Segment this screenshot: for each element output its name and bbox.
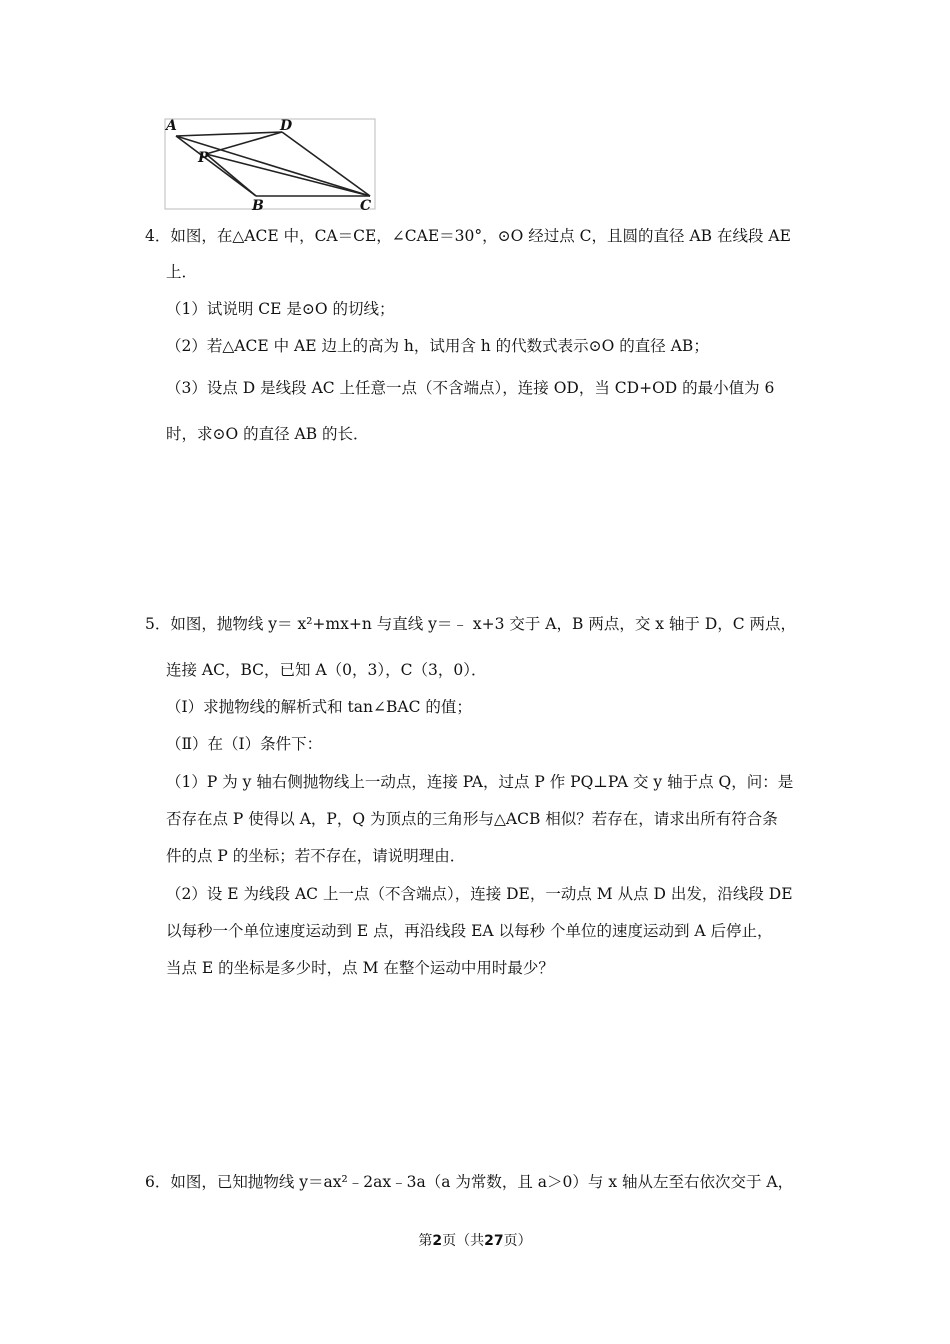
q4-stem-line2: 上． bbox=[166, 263, 198, 281]
segment-ac bbox=[176, 136, 370, 196]
q5-part1: （Ⅰ）求抛物线的解析式和 tan∠BAC 的值； bbox=[166, 698, 472, 716]
q5-sub1-line3: 件的点 P 的坐标；若不存在，请说明理由． bbox=[166, 847, 466, 865]
segment-ad bbox=[176, 132, 282, 136]
q5-sub1-line2: 否存在点 P 使得以 A，P，Q 为顶点的三角形与△ACB 相似？若存在，请求出所有符合条 bbox=[166, 810, 778, 828]
q4-sub1: （1）试说明 CE 是⊙O 的切线； bbox=[166, 300, 395, 318]
q5-part2: （Ⅱ）在（Ⅰ）条件下： bbox=[166, 735, 323, 753]
segment-dc bbox=[282, 132, 370, 196]
footer-mid: 页（共 bbox=[442, 1233, 485, 1249]
q5-sub2-line1: （2）设 E 为线段 AC 上一点（不含端点），连接 DE，一动点 M 从点 D 出发，沿线段 DE bbox=[166, 885, 793, 903]
q5-sub2-line2: 以每秒一个单位速度运动到 E 点，再沿线段 EA 以每秒 个单位的速度运动到 A 后停止， bbox=[166, 922, 773, 940]
q5-stem-line2: 连接 AC，BC，已知 A（0，3），C（3，0）． bbox=[166, 661, 487, 679]
footer-suffix: 页） bbox=[503, 1233, 532, 1249]
q6-stem-line1: 6．如图，已知抛物线 y＝ax²﹣2ax﹣3a（a 为常数，且 a＞0）与 x 轴从左至右依次交于 A， bbox=[145, 1173, 794, 1191]
label-b: B bbox=[252, 198, 264, 210]
geometry-figure bbox=[164, 118, 376, 210]
q4-stem-line1: 4．如图，在△ACE 中，CA＝CE，∠CAE＝30°，⊙O 经过点 C，且圆的直径 AB 在线段 AE bbox=[145, 227, 791, 245]
q4-sub3-line1: （3）设点 D 是线段 AC 上任意一点（不含端点），连接 OD，当 CD+OD 的最小值为 6 bbox=[166, 379, 775, 397]
label-c: C bbox=[360, 198, 372, 210]
q5-sub2-line3: 当点 E 的坐标是多少时，点 M 在整个运动中用时最少？ bbox=[166, 959, 554, 977]
q5-stem-line1: 5．如图，抛物线 y＝ x²+mx+n 与直线 y＝﹣ x+3 交于 A，B 两点，交 x 轴于 D，C 两点， bbox=[145, 615, 797, 633]
footer-prefix: 第 bbox=[418, 1233, 433, 1249]
segment-pd bbox=[206, 132, 282, 154]
page-footer bbox=[0, 1230, 950, 1250]
q4-sub3-line2: 时，求⊙O 的直径 AB 的长． bbox=[166, 425, 369, 443]
segment-ab bbox=[176, 136, 256, 196]
label-p: P bbox=[198, 150, 209, 166]
q5-sub1-line1: （1）P 为 y 轴右侧抛物线上一动点，连接 PA，过点 P 作 PQ⊥PA 交 y 轴于点 Q，问：是 bbox=[166, 773, 794, 791]
q4-sub2: （2）若△ACE 中 AE 边上的高为 h，试用含 h 的代数式表示⊙O 的直径 AB； bbox=[166, 337, 709, 355]
footer-total-pages: 27 bbox=[484, 1233, 504, 1249]
footer-page-number: 2 bbox=[432, 1233, 443, 1249]
label-d: D bbox=[280, 118, 293, 134]
label-a: A bbox=[166, 118, 177, 134]
